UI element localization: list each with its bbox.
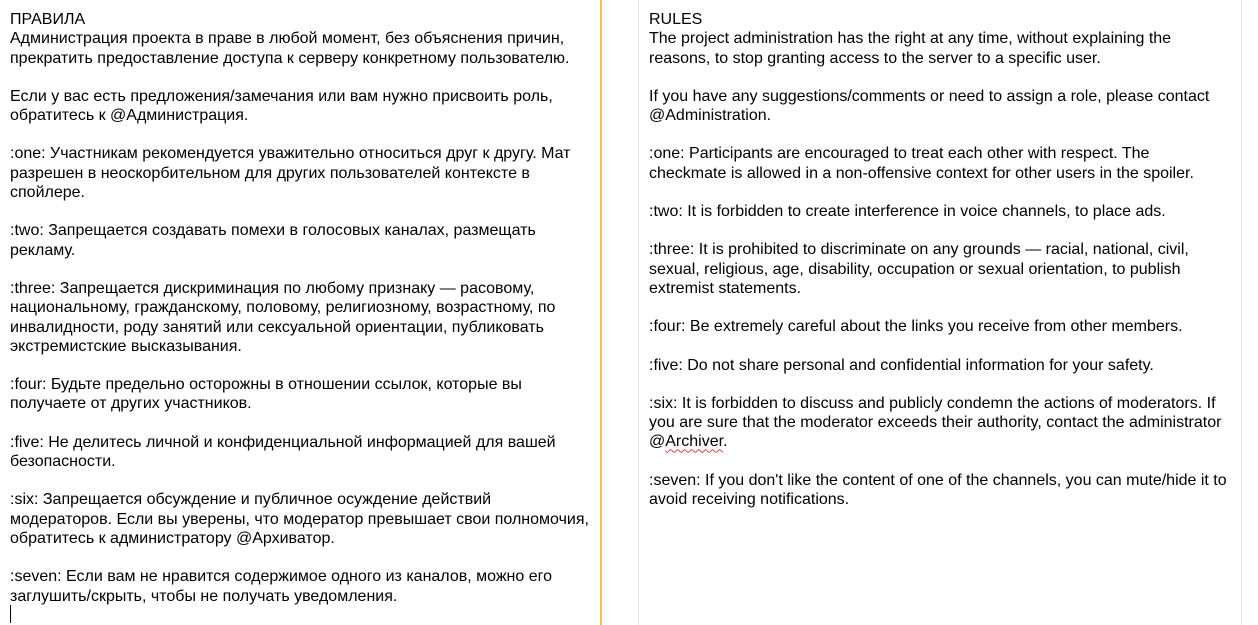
rule-three: :three: It is prohibited to discriminate on any grounds — racial, national, civil, sexual, religious, age, disability, occupation or sexual orientation, to publish extremist statements.: [649, 241, 1189, 297]
rule-six: [649, 394, 1229, 452]
rules-title: RULES: [649, 11, 703, 28]
rules-title: ПРАВИЛА: [10, 11, 86, 28]
rule-six-text: :six: It is forbidden to discuss and publicly condemn the actions of moderators. If you are sure that the moderator exceeds their authority, contact the administrator @: [649, 394, 1222, 451]
rule-three: :three: Запрещается дискриминация по любому признаку — расовому, национальному, гражданскому, половому, религиозному, возрастному, по инвалидности, роду занятий или сексуальной ориентации, публиковать экстремистские высказывания.: [10, 279, 556, 355]
russian-rules-cell[interactable]: [0, 0, 602, 625]
rules-contact-paragraph: Если у вас есть предложения/замечания или вам нужно присвоить роль, обратитесь к @Администрация.: [10, 87, 553, 125]
misspelled-word[interactable]: Archiver: [665, 433, 724, 451]
rule-seven: :seven: If you don't like the content of one of the channels, you can mute/hide it to avoid receiving notifications.: [649, 471, 1227, 509]
rule-five: :five: Do not share personal and confidential information for your safety.: [649, 356, 1154, 374]
rule-four: :four: Be extremely careful about the links you receive from other members.: [649, 318, 1183, 336]
rules-contact-paragraph: If you have any suggestions/comments or need to assign a role, please contact @Administration.: [649, 87, 1210, 125]
english-rules-cell[interactable]: [639, 0, 1239, 625]
rule-six: :six: Запрещается обсуждение и публичное осуждение действий модераторов. Если вы уверены, что модератор превышает свои полномочия, обратитесь к администратору @Архиватор.: [10, 491, 589, 547]
rule-one: :one: Participants are encouraged to treat each other with respect. The checkmate is allowed in a non-offensive context for other users in the spoiler.: [649, 145, 1194, 182]
text-cursor: [10, 605, 11, 623]
cell-grid-line: [1241, 0, 1242, 625]
rule-two: :two: It is forbidden to create interference in voice channels, to place ads.: [649, 203, 1166, 221]
rule-five: :five: Не делитесь личной и конфиденциальной информацией для вашей безопасности.: [10, 433, 556, 471]
rule-seven: :seven: Если вам не нравится содержимое одного из каналов, можно его заглушить/скрыть, чтобы не получать уведомления.: [10, 568, 552, 605]
rules-intro-paragraph: Администрация проекта в праве в любой момент, без объяснения причин, прекратить предоставление доступа к серверу конкретному пользователю.: [10, 30, 570, 67]
rule-four: :four: Будьте предельно осторожны в отношении ссылок, которые вы получаете от других участников.: [10, 376, 522, 413]
rules-intro-paragraph: The project administration has the right at any time, without explaining the reasons, to stop granting access to the server to a specific user.: [649, 30, 1172, 67]
rule-six-end: .: [723, 433, 728, 451]
rule-one: :one: Участникам рекомендуется уважительно относиться друг к другу. Мат разрешен в неоскорбительном для других пользователей контексте в спойлере.: [10, 145, 571, 202]
rule-two: :two: Запрещается создавать помехи в голосовых каналах, размещать рекламу.: [10, 222, 536, 259]
